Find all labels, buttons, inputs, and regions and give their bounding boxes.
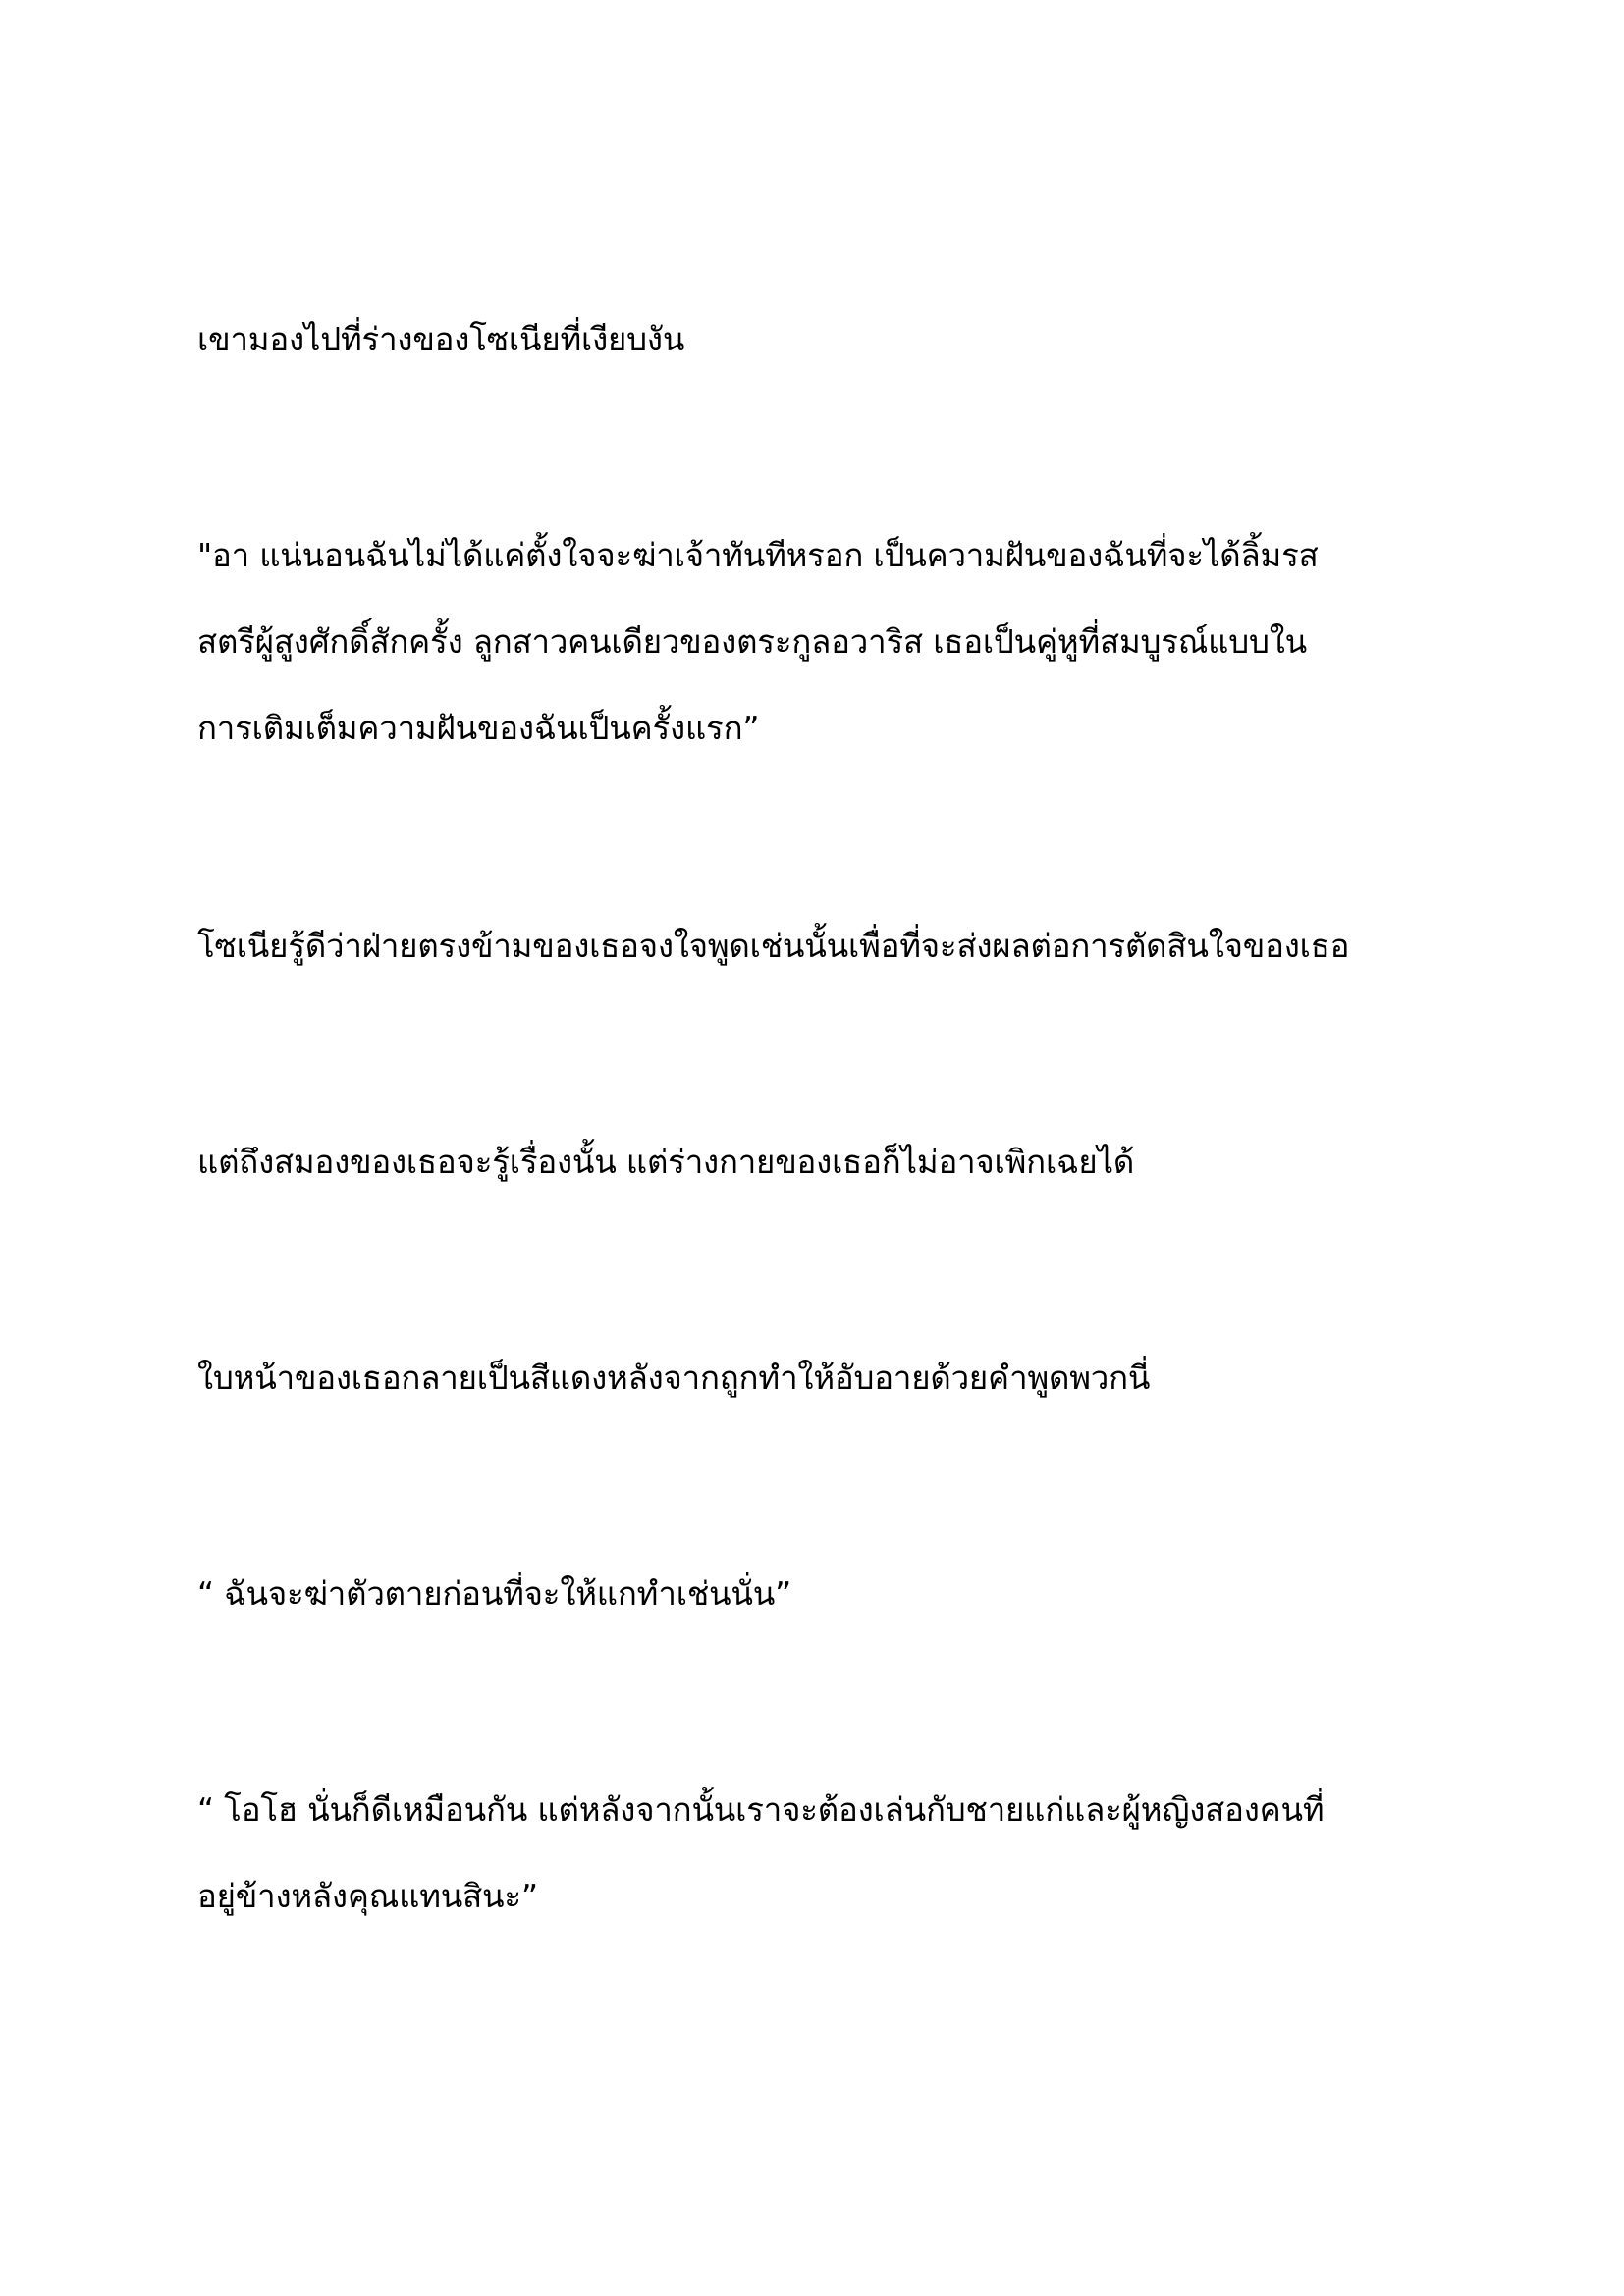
paragraph-7-line-2: อยู่ข้างหลังคุณแทนสินะ” (197, 1877, 538, 1915)
paragraph-1-line-1: เขามองไปที่ร่างของโซเนียที่เงียบงัน (197, 320, 685, 358)
paragraph-2-line-1: "อา แน่นอนฉันไม่ได้แค่ตั้งใจจะฆ่าเจ้าทันทีหรอก เป็นความฝันของฉันที่จะได้ลิ้มรส (197, 536, 1319, 574)
paragraph-2-line-2: สตรีผู้สูงศักดิ์สักครั้ง ลูกสาวคนเดียวของตระกูลอวาริส เธอเป็นคู่หูที่สมบูรณ์แบบใน (197, 622, 1308, 661)
paragraph-5-line-1: ใบหน้าของเธอกลายเป็นสีแดงหลังจากถูกทำให้อับอายด้วยคำพูดพวกนี่ (197, 1359, 1151, 1397)
paragraph-4-line-1: แต่ถึงสมองของเธอจะรู้เรื่องนั้น แต่ร่างกายของเธอก็ไม่อาจเพิกเฉยได้ (197, 1143, 1135, 1181)
paragraph-3-line-1: โซเนียรู้ดีว่าฝ่ายตรงข้ามของเธอจงใจพูดเช่นนั้นเพื่อที่จะส่งผลต่อการตัดสินใจของเธอ (197, 927, 1350, 965)
paragraph-6-line-1: “ ฉันจะฆ่าตัวตายก่อนที่จะให้แกทำเช่นนั่น” (197, 1575, 791, 1613)
paragraph-2-line-3: การเติมเต็มความฝันของฉันเป็นครั้งแรก” (197, 709, 760, 747)
paragraph-7-line-1: “ โอโฮ นั่นก็ดีเหมือนกัน แต่หลังจากนั้นเราจะต้องเล่นกับชายแก่และผู้หญิงสองคนที่ (197, 1790, 1325, 1829)
